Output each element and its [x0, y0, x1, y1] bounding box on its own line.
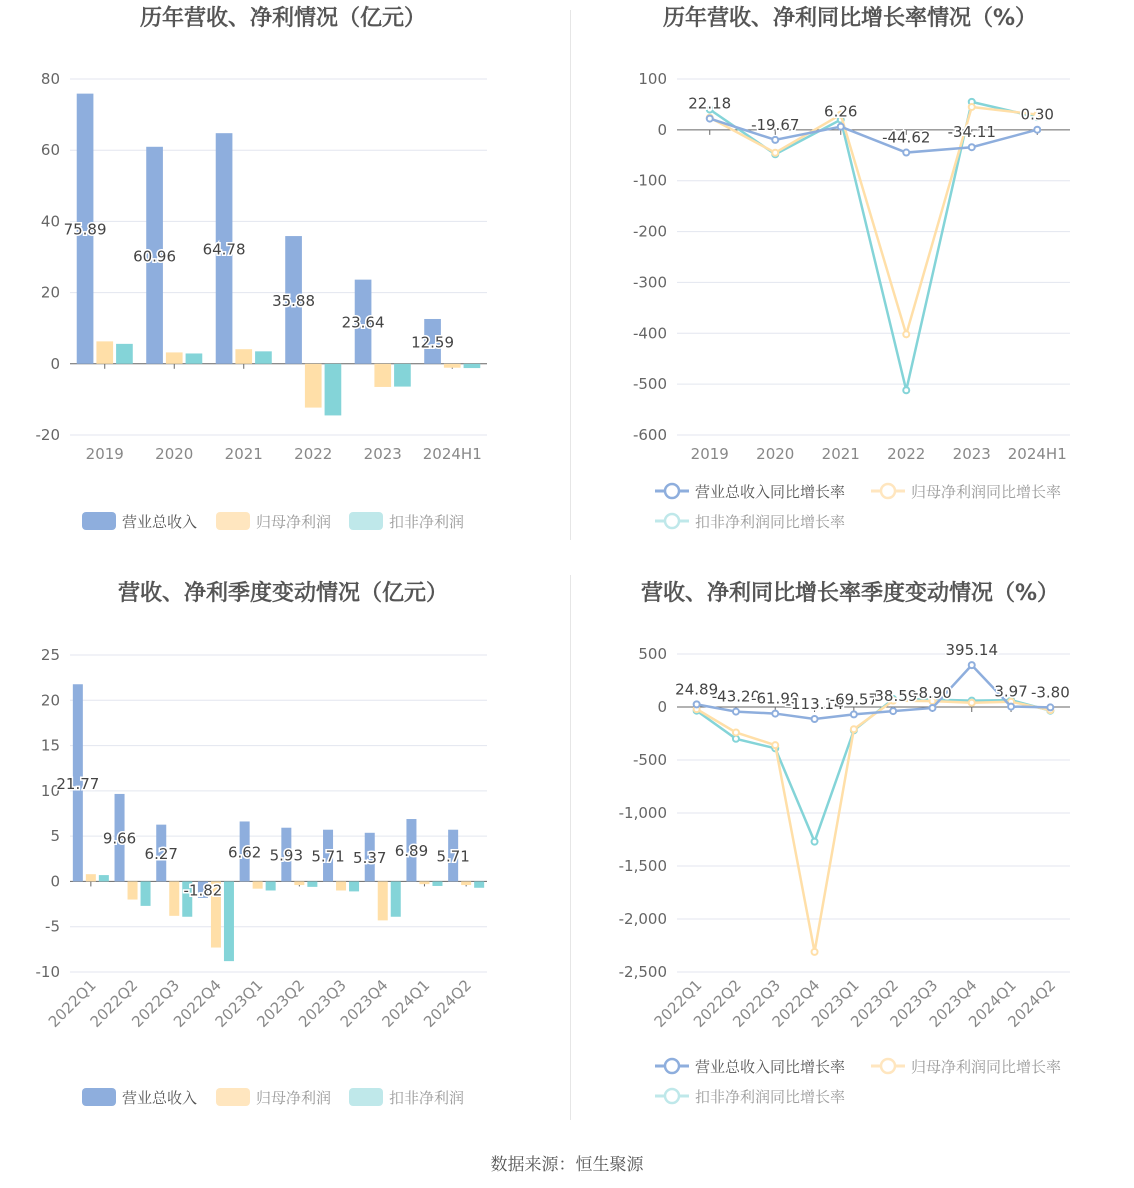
y-tick-label: -5 [45, 917, 60, 936]
x-tick-label: 2024Q2 [420, 976, 475, 1031]
legend-label: 营业总收入 [122, 513, 198, 531]
chart-svg [567, 0, 1134, 575]
legend-label: 归母净利润同比增长率 [911, 1058, 1062, 1076]
y-tick-label: 0 [50, 872, 60, 891]
series-point [812, 839, 818, 845]
chart-title: 营收、净利季度变动情况（亿元） [117, 581, 449, 606]
data-source: 数据来源：恒生聚源 [490, 1155, 644, 1175]
x-tick-label: 2022Q1 [44, 976, 100, 1031]
data-label-revenue-growth: 395.14 [945, 641, 998, 660]
y-tick-label: 15 [40, 736, 60, 755]
data-label-revenue: 60.96 [133, 247, 177, 266]
x-tick-label: 2021 [224, 445, 263, 463]
legend-label: 营业总收入同比增长率 [695, 483, 846, 501]
x-tick-label: 2022Q2 [689, 976, 745, 1031]
bar-parent-profit [378, 881, 388, 920]
series-point [969, 104, 975, 110]
bar-nonrec-profit [116, 344, 133, 364]
annual-revenue-profit-chart [0, 0, 567, 575]
data-label-revenue-growth: -34.11 [947, 123, 996, 142]
series-point [694, 701, 700, 707]
bar-nonrec-profit [325, 364, 342, 416]
legend-label: 扣非净利润 [389, 513, 465, 531]
data-label-revenue-growth: 0.30 [1020, 105, 1054, 124]
y-tick-label: -1,000 [618, 804, 667, 822]
legend-label: 归母净利润 [256, 513, 332, 531]
bar-nonrec-profit [474, 881, 484, 887]
chart-title: 历年营收、净利同比增长率情况（%） [662, 6, 1038, 31]
series-point [903, 150, 909, 156]
x-tick-label: 2023Q1 [807, 976, 863, 1031]
x-tick-label: 2022 [294, 445, 333, 463]
data-label-revenue-growth: 6.26 [824, 102, 858, 121]
data-label-revenue-growth: 24.89 [675, 680, 719, 699]
x-tick-label: 2023Q3 [295, 976, 350, 1031]
series-point [903, 387, 909, 393]
x-tick-label: 2022Q1 [650, 976, 706, 1031]
data-label-revenue: 6.27 [144, 845, 178, 864]
series-point [733, 709, 739, 715]
series-point [772, 711, 778, 717]
x-tick-label: 2023Q4 [925, 976, 981, 1031]
series-point [969, 144, 975, 150]
data-label-revenue-growth: -19.67 [751, 115, 800, 134]
series-line-nonrec-profit [697, 699, 1051, 842]
series-point [1034, 127, 1040, 133]
series-point [1047, 704, 1053, 710]
data-label-revenue: -1.82 [183, 881, 223, 900]
y-tick-label: -500 [632, 751, 667, 769]
data-label-revenue: 5.37 [353, 849, 387, 868]
legend-marker [665, 1059, 679, 1073]
bar-parent-profit [253, 881, 263, 888]
bar-parent-profit [419, 881, 429, 884]
series-point [903, 331, 909, 337]
x-tick-label: 2023Q4 [336, 976, 392, 1031]
data-label-revenue: 9.66 [102, 829, 137, 848]
series-point [772, 137, 778, 143]
data-label-revenue: 5.93 [269, 846, 304, 865]
data-label-revenue-growth: -8.90 [913, 683, 952, 702]
bar-nonrec-profit [432, 881, 442, 886]
legend-label: 营业总收入 [122, 1089, 198, 1107]
x-tick-label: 2023Q1 [211, 976, 267, 1031]
data-label-revenue: 21.77 [56, 774, 100, 793]
annual-growth-rate-chart [567, 0, 1134, 575]
x-tick-label: 2023 [363, 445, 402, 463]
data-label-revenue: 64.78 [202, 240, 246, 259]
bar-parent-profit [374, 364, 391, 387]
y-tick-label: -200 [632, 222, 667, 241]
y-tick-label: -600 [632, 426, 667, 444]
x-tick-label: 2024Q1 [378, 976, 434, 1031]
y-tick-label: 20 [40, 691, 60, 710]
x-tick-label: 2024Q1 [965, 976, 1020, 1031]
y-tick-label: 20 [40, 283, 60, 302]
series-point [851, 726, 857, 732]
x-tick-label: 2020 [155, 445, 194, 463]
data-label-revenue: 12.59 [411, 333, 455, 352]
bar-nonrec-profit [349, 881, 359, 891]
x-tick-label: 2022Q4 [169, 976, 225, 1031]
bar-nonrec-profit [394, 364, 411, 387]
y-tick-label: -1,500 [618, 857, 667, 875]
quarterly-growth-rate-chart [567, 575, 1134, 1150]
series-point [733, 736, 739, 742]
legend-marker [665, 514, 679, 528]
series-line-parent-profit [697, 701, 1051, 952]
x-tick-label: 2023Q2 [847, 976, 902, 1031]
x-tick-label: 2024H1 [422, 445, 482, 463]
series-point [812, 949, 818, 955]
data-label-revenue-growth: -43.20 [711, 687, 761, 706]
series-point [1008, 704, 1014, 710]
bar-parent-profit [235, 349, 252, 364]
x-tick-label: 2019 [85, 445, 124, 463]
x-tick-label: 2022Q2 [86, 976, 142, 1031]
data-label-revenue: 75.89 [63, 220, 107, 239]
legend-label: 扣非净利润 [389, 1089, 465, 1107]
y-tick-label: -100 [632, 171, 667, 190]
legend-marker [881, 484, 895, 498]
bar-nonrec-profit [266, 881, 276, 890]
y-tick-label: 40 [40, 212, 60, 231]
x-tick-label: 2020 [756, 445, 795, 463]
x-tick-label: 2023Q3 [886, 976, 942, 1031]
data-label-revenue: 5.71 [311, 847, 345, 866]
y-tick-label: -400 [632, 324, 667, 343]
data-label-revenue-growth: -61.99 [751, 689, 800, 708]
series-point [707, 116, 713, 122]
x-tick-label: 2022Q4 [768, 976, 824, 1031]
y-tick-label: 0 [50, 354, 60, 373]
bar-parent-profit [86, 874, 96, 881]
series-point [733, 729, 739, 735]
x-tick-label: 2023Q2 [253, 976, 309, 1031]
x-tick-label: 2022Q3 [128, 976, 184, 1031]
chart-title: 历年营收、净利情况（亿元） [139, 6, 427, 31]
y-tick-label: 10 [40, 781, 60, 800]
bar-nonrec-profit [141, 881, 151, 905]
y-tick-label: 0 [657, 120, 667, 139]
y-tick-label: -10 [35, 963, 60, 981]
divider-top [570, 10, 571, 540]
y-tick-label: 0 [657, 698, 667, 716]
data-label-revenue: 23.64 [341, 313, 385, 332]
series-point [772, 150, 778, 156]
legend-label: 扣非净利润同比增长率 [695, 1088, 846, 1106]
x-tick-label: 2019 [690, 445, 729, 463]
legend-label: 归母净利润同比增长率 [911, 483, 1062, 501]
x-tick-label: 2024Q2 [1004, 976, 1060, 1031]
y-tick-label: 100 [638, 70, 667, 88]
bar-parent-profit [305, 364, 322, 408]
data-label-revenue: 6.62 [227, 843, 262, 862]
series-point [969, 700, 975, 706]
bar-nonrec-profit [307, 881, 317, 886]
x-tick-label: 2024H1 [1007, 445, 1067, 463]
data-label-revenue-growth: -38.59 [868, 687, 918, 706]
y-tick-label: 5 [50, 827, 60, 846]
y-tick-label: -2,000 [618, 910, 667, 928]
x-tick-label: 2022Q3 [729, 976, 785, 1031]
bar-nonrec-profit [99, 875, 109, 881]
series-point [890, 708, 896, 714]
data-label-revenue: 5.71 [436, 847, 470, 866]
legend-swatch [216, 512, 250, 530]
y-tick-label: 60 [40, 141, 60, 160]
y-tick-label: -2,500 [618, 963, 667, 981]
bar-parent-profit [169, 881, 179, 915]
chart-svg [567, 575, 1134, 1150]
y-tick-label: -500 [632, 375, 667, 394]
series-point [838, 124, 844, 130]
y-tick-label: 25 [40, 646, 60, 664]
data-label-revenue-growth: 22.18 [688, 94, 732, 113]
y-tick-label: 80 [40, 70, 60, 88]
divider-bottom [570, 575, 571, 1120]
chart-title: 营收、净利同比增长率季度变动情况（%） [640, 581, 1060, 606]
y-tick-label: -20 [35, 426, 60, 444]
legend-label: 归母净利润 [256, 1089, 332, 1107]
legend-swatch [349, 1088, 383, 1106]
data-label-revenue-growth: -3.80 [1030, 683, 1070, 702]
data-label-revenue: 35.88 [272, 291, 316, 310]
x-tick-label: 2023 [952, 445, 991, 463]
data-label-revenue: 6.89 [394, 842, 429, 861]
bar-parent-profit [461, 881, 471, 885]
y-tick-label: 500 [638, 645, 667, 663]
y-tick-label: -300 [632, 273, 667, 292]
bar-nonrec-profit [255, 351, 272, 363]
legend-swatch [349, 512, 383, 530]
legend-marker [881, 1059, 895, 1073]
x-tick-label: 2022 [887, 445, 926, 463]
bar-nonrec-profit [464, 364, 481, 368]
bar-parent-profit [128, 881, 138, 899]
series-point [772, 742, 778, 748]
data-label-revenue-growth: -113.14 [785, 694, 844, 713]
legend-swatch [216, 1088, 250, 1106]
chart-svg [0, 0, 567, 575]
bar-nonrec-profit [186, 353, 203, 363]
series-point [969, 662, 975, 668]
legend-swatch [82, 1088, 116, 1106]
series-point [929, 705, 935, 711]
bar-parent-profit [444, 364, 461, 368]
legend-swatch [82, 512, 116, 530]
quarterly-revenue-profit-chart [0, 575, 567, 1150]
legend-label: 营业总收入同比增长率 [695, 1058, 846, 1076]
x-tick-label: 2021 [821, 445, 860, 463]
series-point [851, 711, 857, 717]
chart-svg [0, 575, 567, 1150]
legend-marker [665, 484, 679, 498]
bar-parent-profit [294, 881, 304, 885]
data-label-revenue-growth: -69.57 [829, 690, 879, 709]
legend-label: 扣非净利润同比增长率 [695, 513, 846, 531]
bar-nonrec-profit [224, 881, 234, 961]
legend-marker [665, 1089, 679, 1103]
bar-parent-profit [336, 881, 346, 890]
bar-parent-profit [96, 341, 113, 363]
data-label-revenue-growth: 3.97 [994, 682, 1028, 701]
bar-nonrec-profit [391, 881, 401, 916]
data-label-revenue-growth: -44.62 [882, 128, 931, 147]
series-point [812, 716, 818, 722]
bar-parent-profit [166, 352, 183, 363]
